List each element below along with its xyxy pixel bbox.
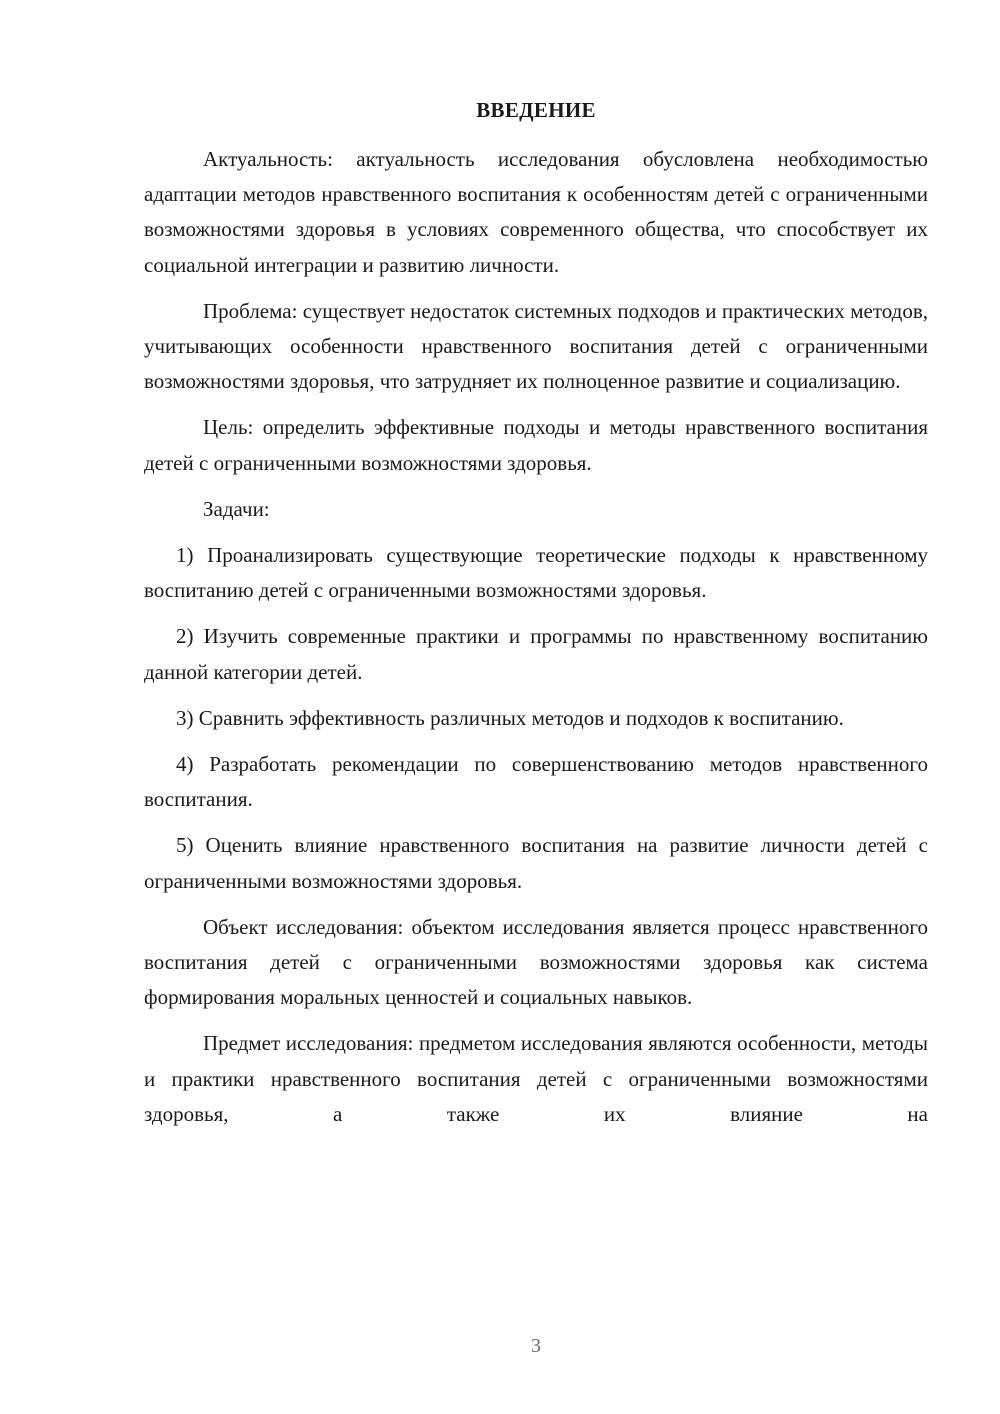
task-item: 4) Разработать рекомендации по совершенствованию методов нравственного воспитания. <box>144 752 928 812</box>
task-item: 2) Изучить современные практики и программы по нравственному воспитанию данной категории детей. <box>144 624 928 684</box>
paragraph-object: Объект исследования: объектом исследования является процесс нравственного воспитания детей с ограниченными возможностями здоровья как система формирования моральных ценностей и социальных навыков. <box>144 914 928 1010</box>
task-item: 5) Оценить влияние нравственного воспитания на развитие личности детей с ограниченными возможностями здоровья. <box>144 833 928 893</box>
paragraph-problem: Проблема: существует недостаток системных подходов и практических методов, учитывающих особенности нравственного воспитания детей с ограниченными возможностями здоровья, что затрудняет их полноценное развитие и социализацию. <box>144 298 928 394</box>
page-number: 3 <box>531 1335 541 1357</box>
task-item: 3) Сравнить эффективность различных методов и подходов к воспитанию. <box>176 705 844 730</box>
task-item: 1) Проанализировать существующие теоретические подходы к нравственному воспитанию детей с ограниченными возможностями здоровья. <box>144 543 928 603</box>
paragraph-subject: Предмет исследования: предметом исследования являются особенности, методы и практики нравственного воспитания детей с ограниченными возможностями здоровья, а также их влияние на <box>144 1031 928 1126</box>
paragraph-relevance: Актуальность: актуальность исследования обусловлена необходимостью адаптации методов нравственного воспитания к особенностям детей с ограниченными возможностями здоровья в условиях современного общества, что способствует их социальной интеграции и развитию личности. <box>144 147 928 277</box>
section-title: ВВЕДЕНИЕ <box>476 98 596 122</box>
paragraph-goal: Цель: определить эффективные подходы и методы нравственного воспитания детей с ограниченными возможностями здоровья. <box>144 415 928 475</box>
paragraph-tasks-heading: Задачи: <box>203 496 270 521</box>
document-body <box>144 142 928 1143</box>
